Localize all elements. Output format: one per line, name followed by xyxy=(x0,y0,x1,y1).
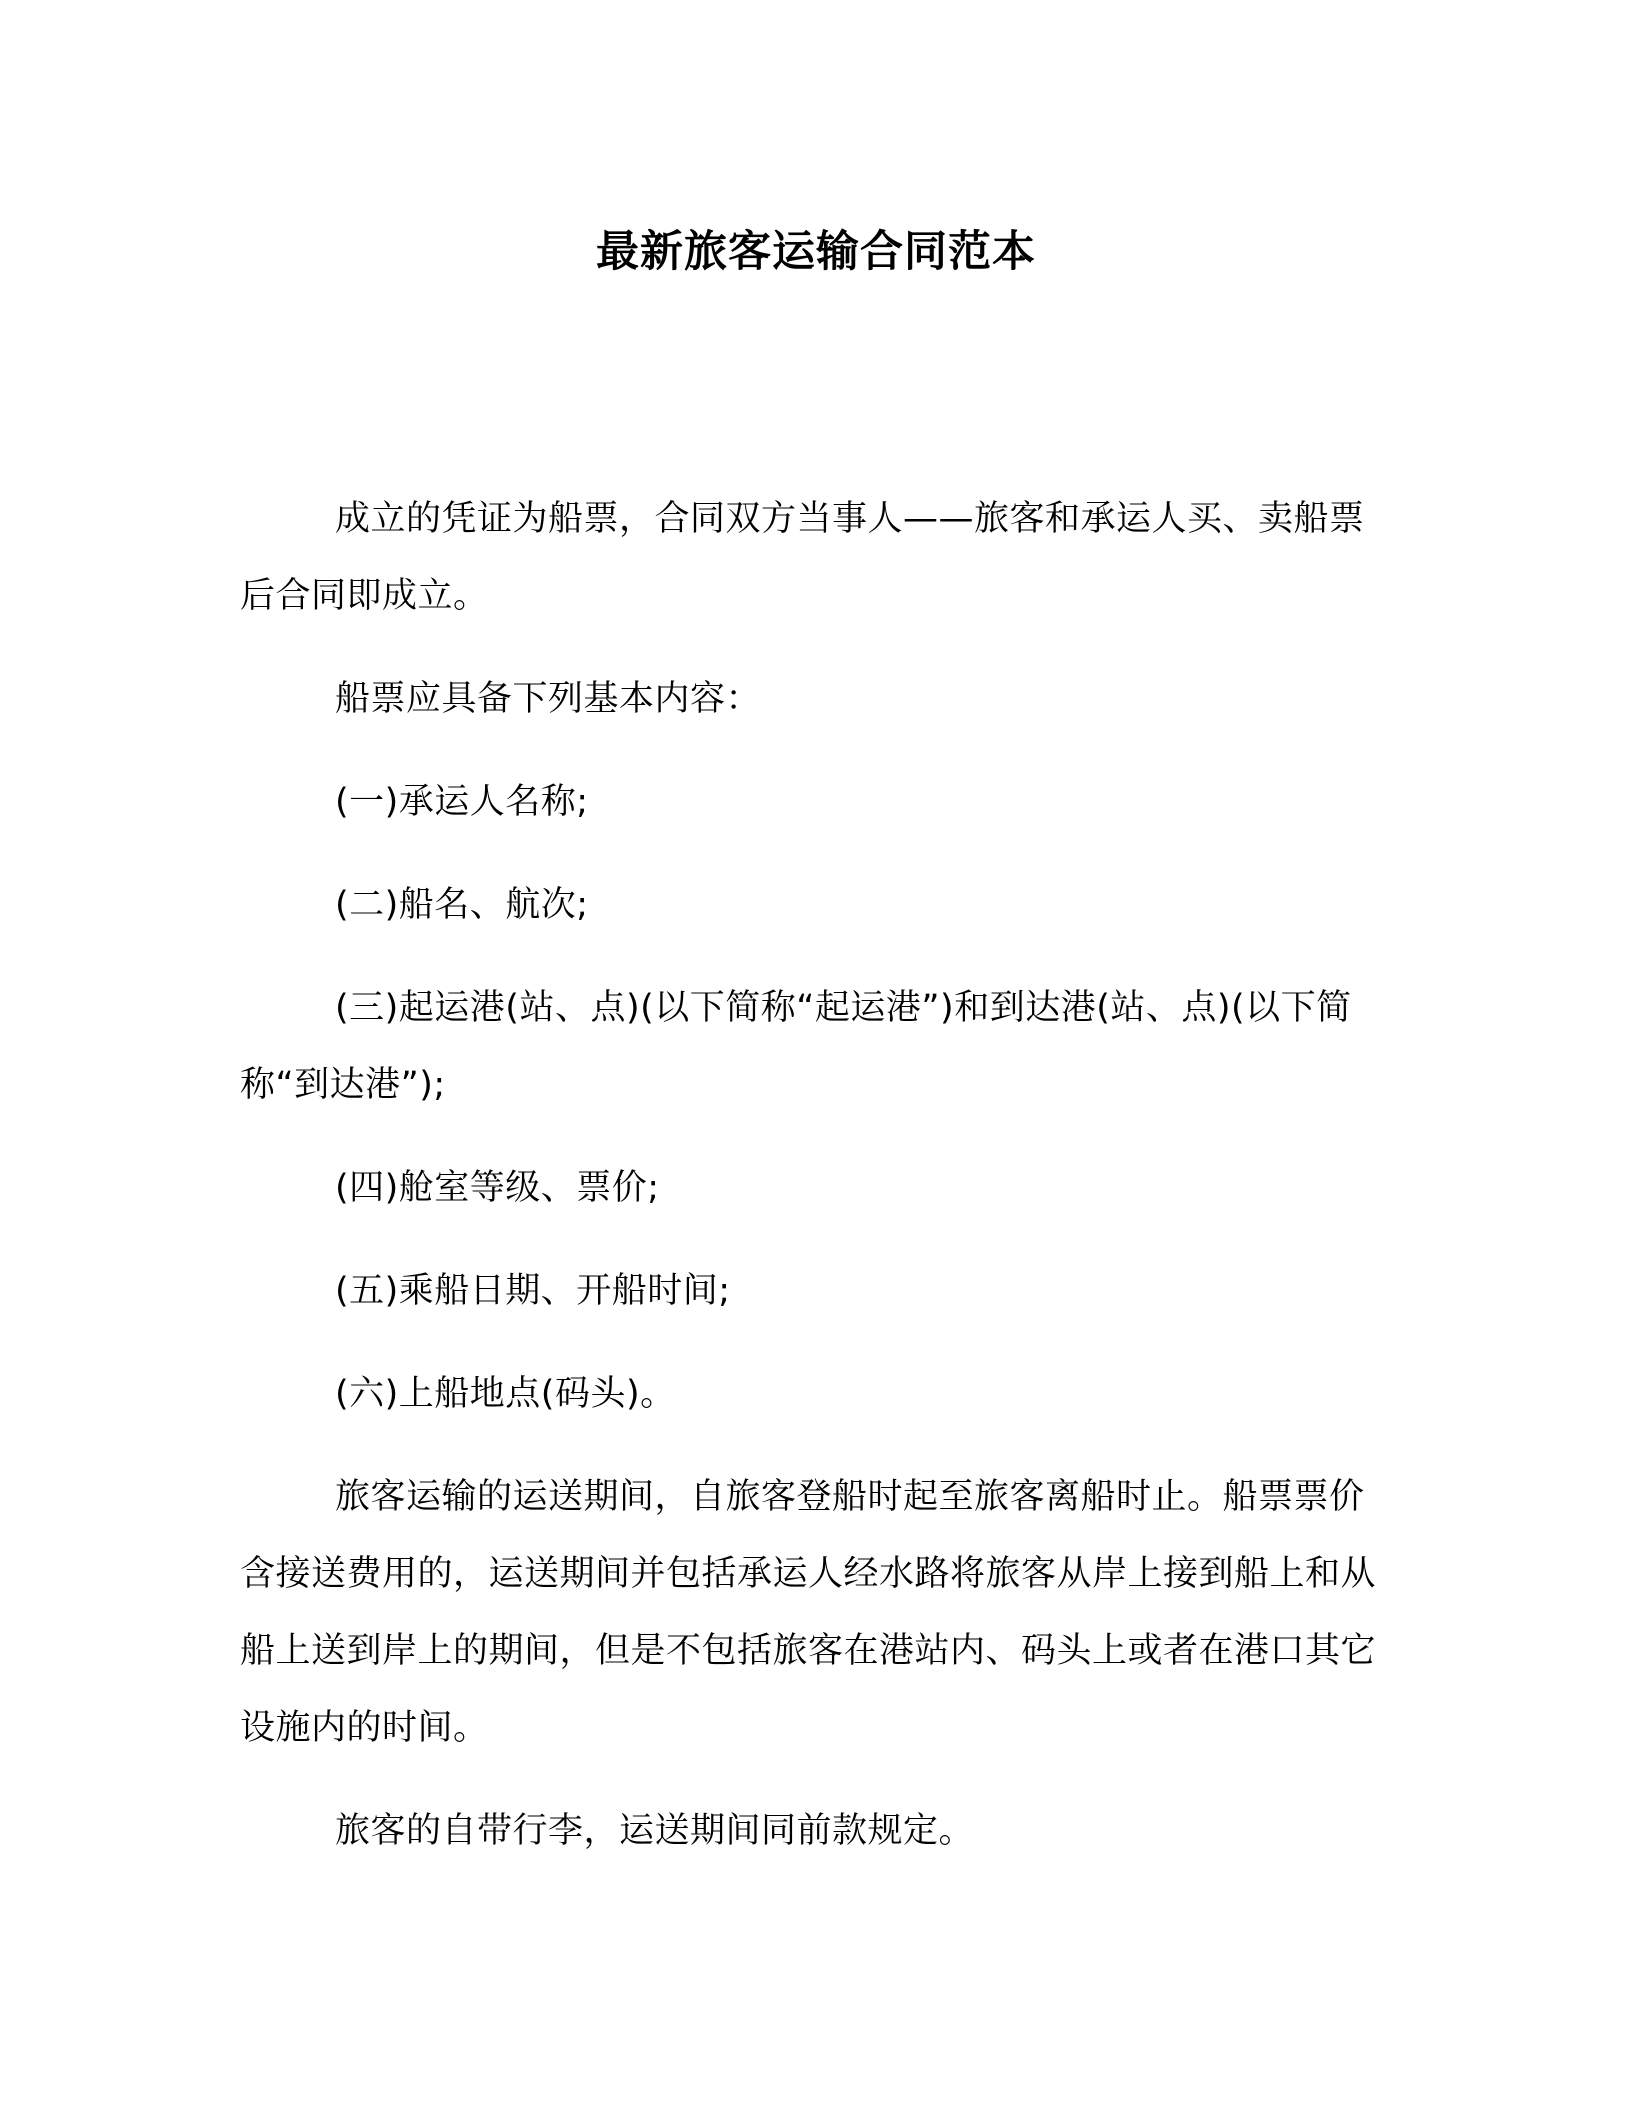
paragraph-text: 船票应具备下列基本内容： xyxy=(335,679,762,719)
paragraph-ticket-contents xyxy=(240,661,1392,738)
list-item-ports xyxy=(240,970,1392,1124)
list-item-text: (三)起运港(站、点)(以下简称“起运港”)和到达港(站、点)(以下简称“到达港”); xyxy=(240,988,1352,1105)
paragraph-transport-period xyxy=(240,1459,1392,1767)
paragraph-text: 旅客的自带行李，运送期间同前款规定。 xyxy=(335,1811,975,1851)
paragraph-text: 成立的凭证为船票，合同双方当事人——旅客和承运人买、卖船票后合同即成立。 xyxy=(240,499,1365,616)
list-item-boarding-place xyxy=(240,1356,1392,1433)
list-item-date-time xyxy=(240,1253,1392,1330)
list-item-text: (四)舱室等级、票价; xyxy=(335,1168,660,1208)
list-item-text: (六)上船地点(码头)。 xyxy=(335,1374,676,1414)
paragraph-contract-formation xyxy=(240,481,1392,635)
list-item-text: (五)乘船日期、开船时间; xyxy=(335,1271,731,1311)
list-item-text: (二)船名、航次; xyxy=(335,885,589,925)
paragraph-luggage xyxy=(240,1793,1392,1870)
document-title: 最新旅客运输合同范本 xyxy=(596,227,1036,277)
list-item-cabin-fare xyxy=(240,1150,1392,1227)
list-item-carrier-name xyxy=(240,764,1392,841)
paragraph-text: 旅客运输的运送期间，自旅客登船时起至旅客离船时止。船票票价含接送费用的，运送期间并包括承运人经水路将旅客从岸上接到船上和从船上送到岸上的期间，但是不包括旅客在港站内、码头上或者在港口其它设施内的时间。 xyxy=(240,1477,1377,1748)
list-item-ship-voyage xyxy=(240,867,1392,944)
list-item-text: (一)承运人名称; xyxy=(335,782,589,822)
